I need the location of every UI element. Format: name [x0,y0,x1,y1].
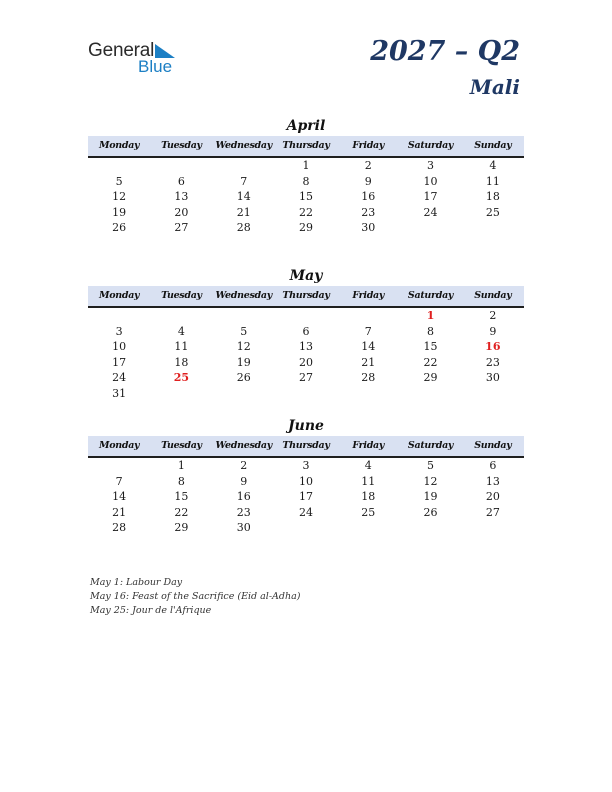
week-row [88,220,524,236]
day-cell: 14 [361,340,376,353]
empty-day-cell [399,386,461,402]
holiday-day-cell: 1 [426,309,435,322]
day-cell: 28 [361,371,376,384]
page-title: 2027 – Q2 [370,36,520,67]
day-cell: 15 [174,490,189,503]
day-cell: 8 [177,474,185,488]
day-cell: 18 [485,190,500,203]
day-cell: 27 [485,505,500,519]
weekday-label: Wednesday [215,290,272,301]
day-cell: 2 [489,309,497,322]
week-row [88,158,524,174]
empty-day-cell [88,158,150,174]
day-cell: 3 [115,324,123,338]
day-cell: 21 [236,205,251,219]
empty-day-cell [399,220,461,236]
day-cell: 24 [298,505,313,519]
day-cell: 3 [427,159,435,172]
weekday-label: Sunday [474,140,512,151]
day-cell: 30 [361,221,376,234]
day-cell: 29 [423,371,438,384]
day-cell: 30 [485,371,500,384]
day-cell: 29 [174,521,189,534]
day-cell: 18 [174,355,189,369]
empty-day-cell [88,458,150,474]
day-cell: 9 [240,474,248,488]
day-cell: 22 [298,205,313,219]
empty-day-cell [462,220,524,236]
empty-day-cell [275,520,337,536]
day-cell: 1 [302,159,310,172]
day-cell: 27 [174,221,189,234]
weekday-label: Friday [352,290,385,301]
empty-day-cell [462,520,524,536]
holiday-day-cell: 16 [485,340,501,353]
empty-day-cell [337,308,399,324]
day-cell: 19 [236,355,251,369]
weekday-label: Tuesday [161,290,202,301]
day-cell: 26 [112,221,127,234]
week-row [88,355,524,371]
weekday-label: Friday [352,440,385,451]
weekday-label: Tuesday [161,440,202,451]
day-cell: 25 [361,505,376,519]
day-cell: 22 [174,505,189,519]
day-cell: 17 [112,355,127,369]
day-cell: 4 [489,159,497,172]
day-grid [88,158,524,236]
week-row [88,339,524,355]
day-cell: 12 [112,190,127,203]
day-cell: 12 [423,474,438,488]
week-row [88,386,524,402]
logo-text-blue: Blue [138,57,173,76]
day-cell: 15 [423,340,438,353]
day-cell: 7 [364,324,372,338]
day-cell: 21 [112,505,127,519]
page-subtitle: Mali [469,75,520,99]
empty-day-cell [150,158,212,174]
weekday-label: Thursday [282,290,330,301]
month-title: May [289,268,323,284]
day-cell: 10 [298,474,313,488]
week-row [88,324,524,340]
day-cell: 28 [236,221,251,234]
empty-day-cell [213,386,275,402]
day-cell: 14 [112,490,127,503]
day-cell: 20 [485,490,500,503]
weekday-header [88,286,524,308]
empty-day-cell [275,308,337,324]
weekday-label: Monday [99,140,140,151]
day-cell: 6 [302,324,310,338]
empty-day-cell [337,386,399,402]
empty-day-cell [213,158,275,174]
day-cell: 7 [240,174,248,188]
brand-logo [88,40,188,76]
day-grid [88,458,524,536]
weekday-label: Friday [352,140,385,151]
week-row [88,308,524,324]
day-cell: 23 [361,205,376,219]
day-cell: 11 [174,340,189,353]
day-cell: 28 [112,521,127,534]
empty-day-cell [399,520,461,536]
week-row [88,505,524,521]
day-cell: 21 [361,355,376,369]
weekday-header [88,436,524,458]
day-cell: 10 [423,174,438,188]
day-cell: 23 [485,355,500,369]
weekday-label: Saturday [407,140,454,151]
day-cell: 5 [240,324,248,338]
day-cell: 20 [174,205,189,219]
day-cell: 25 [485,205,500,219]
empty-day-cell [275,386,337,402]
day-cell: 4 [177,324,185,338]
holiday-day-cell: 25 [173,371,190,384]
empty-day-cell [213,308,275,324]
day-cell: 29 [298,221,313,234]
day-cell: 30 [236,521,251,534]
day-cell: 8 [302,174,310,188]
weekday-label: Thursday [282,440,330,451]
week-row [88,520,524,536]
weekday-label: Monday [99,290,140,301]
empty-day-cell [88,308,150,324]
day-cell: 26 [423,505,438,519]
weekday-label: Wednesday [215,140,272,151]
day-cell: 19 [423,490,438,503]
day-cell: 11 [485,174,500,188]
week-row [88,174,524,190]
day-cell: 24 [112,371,127,384]
week-row [88,458,524,474]
weekday-label: Sunday [474,440,512,451]
day-cell: 6 [489,459,497,472]
day-cell: 9 [489,324,497,338]
day-grid [88,308,524,401]
day-cell: 5 [115,174,123,188]
holiday-note: May 16: Feast of the Sacrifice (Eid al-Adha) [90,591,301,602]
day-cell: 17 [298,490,313,503]
empty-day-cell [337,520,399,536]
holiday-note: May 25: Jour de l'Afrique [90,605,212,616]
week-row [88,370,524,386]
day-cell: 1 [177,459,185,472]
day-cell: 2 [240,459,248,472]
week-row [88,489,524,505]
weekday-label: Sunday [474,290,512,301]
day-cell: 16 [236,490,251,503]
week-row [88,474,524,490]
empty-day-cell [150,308,212,324]
day-cell: 10 [112,340,127,353]
day-cell: 13 [298,340,313,353]
day-cell: 9 [364,174,372,188]
week-row [88,205,524,221]
day-cell: 27 [298,371,313,384]
empty-day-cell [150,386,212,402]
day-cell: 14 [236,190,251,203]
day-cell: 17 [423,190,438,203]
day-cell: 19 [112,205,127,219]
weekday-label: Monday [99,440,140,451]
holiday-notes [90,576,300,618]
day-cell: 11 [361,474,376,488]
week-row [88,189,524,205]
day-cell: 4 [364,459,372,472]
logo-text-general: General [88,40,155,61]
day-cell: 31 [112,386,127,400]
day-cell: 26 [236,371,251,384]
weekday-label: Saturday [407,290,454,301]
day-cell: 6 [177,174,185,188]
month-block-april [88,116,524,236]
month-block-june [88,416,524,536]
month-title: June [288,418,324,434]
day-cell: 13 [485,474,500,488]
day-cell: 13 [174,190,189,203]
weekday-label: Saturday [407,440,454,451]
day-cell: 15 [298,190,313,203]
day-cell: 24 [423,205,438,219]
weekday-header [88,136,524,158]
holiday-note: May 1: Labour Day [90,577,183,588]
day-cell: 16 [361,190,376,203]
empty-day-cell [462,386,524,402]
day-cell: 5 [427,459,435,472]
weekday-label: Thursday [282,140,330,151]
day-cell: 20 [298,355,313,369]
day-cell: 2 [364,159,372,172]
day-cell: 12 [236,340,251,353]
day-cell: 8 [427,324,435,338]
weekday-label: Wednesday [215,440,272,451]
day-cell: 3 [302,459,310,472]
month-block-may [88,266,524,401]
day-cell: 18 [361,490,376,503]
weekday-label: Tuesday [161,140,202,151]
day-cell: 7 [115,474,123,488]
month-title: April [286,118,326,134]
day-cell: 23 [236,505,251,519]
day-cell: 22 [423,355,438,369]
